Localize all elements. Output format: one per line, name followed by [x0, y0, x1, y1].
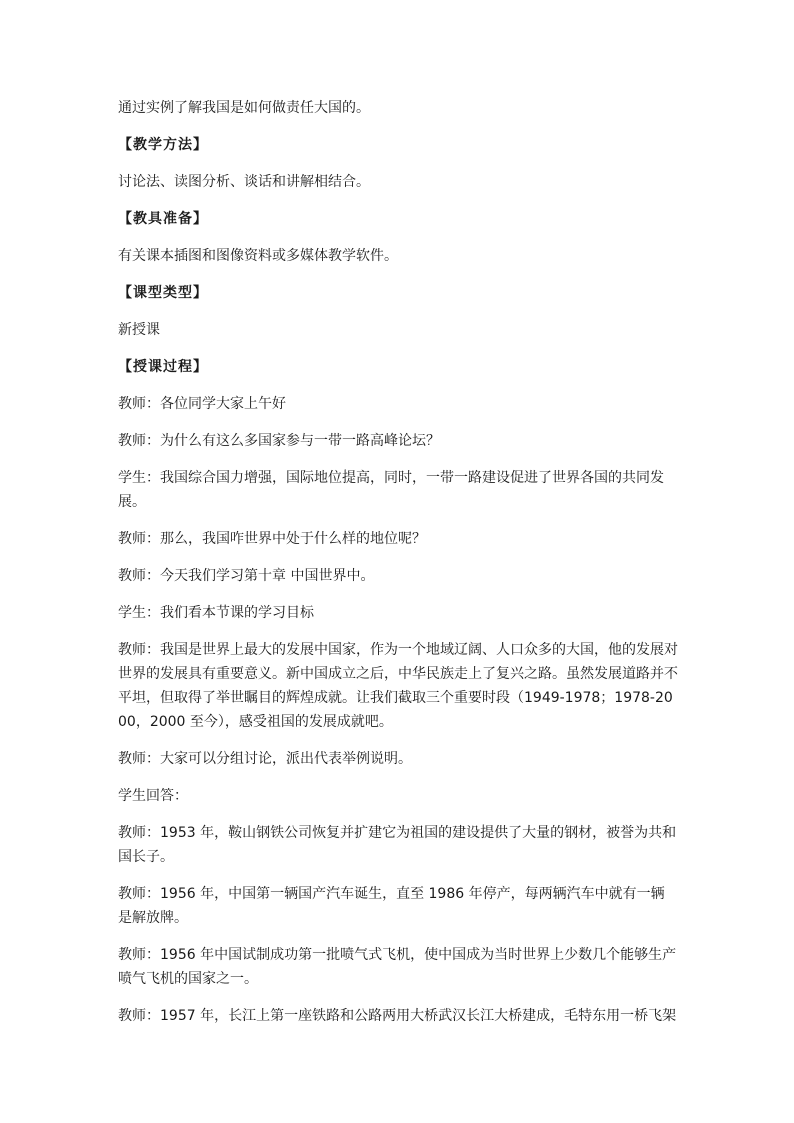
document-page — [118, 96, 678, 1041]
dialogue-line: 教师：那么，我国咋世界中处于什么样的地位呢？ — [118, 531, 426, 547]
heading-lesson-type: 【课型类型】 — [118, 285, 208, 301]
dialogue-line: 教师：今天我们学习第十章 中国世界中。 — [118, 568, 375, 584]
teaching-aids-text: 有关课本插图和图像资料或多媒体教学软件。 — [118, 248, 398, 264]
dialogue-line: 教师：1956 年，中国第一辆国产汽车诞生，直至 1986 年停产，每两辆汽车中就有一辆是解放牌。 — [118, 886, 665, 926]
heading-lesson-process: 【授课过程】 — [118, 359, 208, 375]
dialogue-line: 教师：1953 年，鞍山钢铁公司恢复并扩建它为祖国的建设提供了大量的钢材，被誉为共和国长子。 — [118, 825, 677, 865]
dialogue-line: 教师：1957 年，长江上第一座铁路和公路两用大桥武汉长江大桥建成，毛特东用一桥飞架 — [118, 1008, 677, 1024]
dialogue-line: 学生回答： — [118, 788, 188, 804]
dialogue-line: 教师：为什么有这么多国家参与一带一路高峰论坛？ — [118, 433, 440, 449]
intro-text: 通过实例了解我国是如何做责任大国的。 — [118, 100, 370, 116]
dialogue-line: 教师：我国是世界上最大的发展中国家，作为一个地域辽阔、人口众多的大国，他的发展对世界的发展具有重要意义。新中国成立之后，中华民族走上了复兴之路。虽然发展道路并不平坦，但取得了举世瞩目的辉煌成就。让我们截取三个重要时段（1949-1978；1978-2000，2000 至今），感受祖国的发展成就吧。 — [118, 642, 678, 730]
teaching-method-text: 讨论法、读图分析、谈话和讲解相结合。 — [118, 174, 370, 190]
dialogue-line: 学生：我国综合国力增强，国际地位提高，同时，一带一路建设促进了世界各国的共同发展。 — [118, 470, 664, 510]
dialogue-line: 教师：大家可以分组讨论，派出代表举例说明。 — [118, 751, 412, 767]
dialogue-line: 教师：1956 年中国试制成功第一批喷气式飞机，使中国成为当时世界上少数几个能够生产喷气飞机的国家之一。 — [118, 947, 677, 987]
heading-teaching-aids: 【教具准备】 — [118, 211, 208, 227]
dialogue-line: 教师：各位同学大家上午好 — [118, 396, 286, 412]
heading-teaching-method: 【教学方法】 — [118, 137, 208, 153]
lesson-type-text: 新授课 — [118, 322, 160, 338]
dialogue-line: 学生：我们看本节课的学习目标 — [118, 605, 314, 621]
